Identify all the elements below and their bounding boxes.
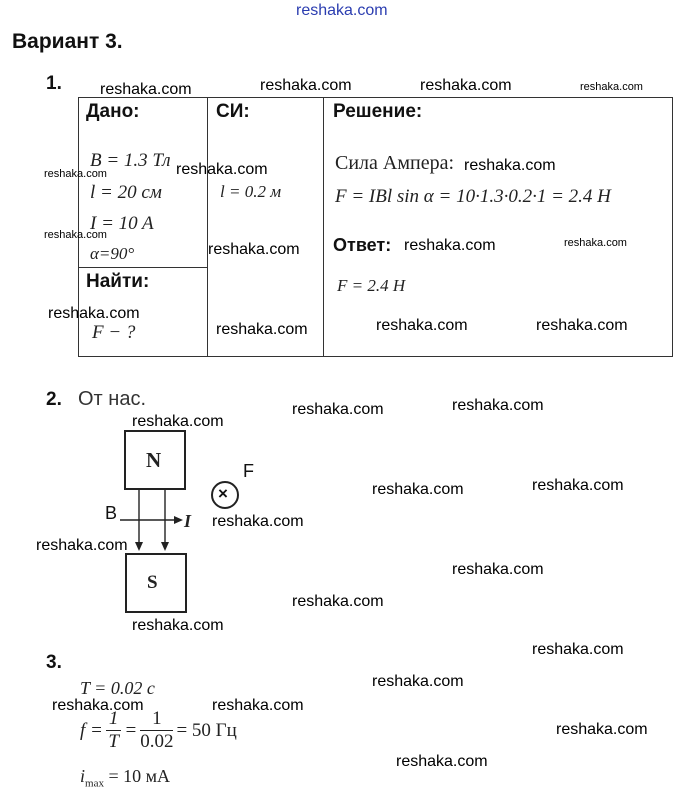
watermark[interactable]: reshaka.com	[376, 317, 468, 334]
watermark[interactable]: reshaka.com	[292, 401, 384, 418]
given-B: B = 1.3 Тл	[90, 150, 171, 171]
watermark[interactable]: reshaka.com	[452, 397, 544, 414]
frac1-num: 1	[106, 708, 122, 731]
watermark[interactable]: reshaka.com	[212, 697, 304, 714]
watermark[interactable]: reshaka.com	[372, 481, 464, 498]
watermark[interactable]: reshaka.com	[464, 157, 556, 174]
find-value: F − ?	[92, 322, 136, 343]
f-lhs: f =	[80, 719, 103, 741]
given-header: Дано:	[86, 101, 140, 122]
equals-sign: =	[124, 719, 138, 741]
watermark[interactable]: reshaka.com	[372, 673, 464, 690]
table-divider-2	[323, 97, 324, 357]
watermark[interactable]: reshaka.com	[132, 617, 224, 634]
table-right-border	[672, 97, 673, 357]
watermark[interactable]: reshaka.com	[420, 77, 512, 94]
table-given-find-divider	[78, 267, 208, 268]
watermark[interactable]: reshaka.com	[44, 168, 107, 180]
label-I: I	[184, 511, 192, 531]
answer-label: Ответ:	[333, 235, 392, 255]
solution-text: Сила Ампера:	[335, 152, 455, 174]
imax-value: = 10 мА	[103, 766, 171, 786]
watermark[interactable]: reshaka.com	[556, 721, 648, 738]
problem-3-number: 3.	[46, 652, 62, 673]
f-result: = 50 Гц	[176, 719, 237, 741]
magnet-south-label: S	[147, 572, 158, 593]
imax-symbol: i	[80, 766, 86, 786]
watermark[interactable]: reshaka.com	[536, 317, 628, 334]
problem-2-number: 2.	[46, 389, 62, 410]
table-divider-1	[207, 97, 208, 357]
watermark[interactable]: reshaka.com	[404, 237, 496, 254]
frac2-den: 0.02	[140, 731, 174, 752]
imax-subscript: max	[85, 777, 104, 790]
watermark[interactable]: reshaka.com	[532, 477, 624, 494]
watermark[interactable]: reshaka.com	[396, 753, 488, 770]
watermark[interactable]: reshaka.com	[216, 321, 308, 338]
watermark[interactable]: reshaka.com	[48, 305, 140, 322]
watermark[interactable]: reshaka.com	[564, 237, 627, 249]
table-bottom-border	[78, 356, 673, 357]
page-title: Вариант 3.	[12, 30, 123, 53]
watermark[interactable]: reshaka.com	[260, 77, 352, 94]
cross-symbol: ×	[218, 484, 228, 503]
given-I: I = 10 A	[90, 213, 154, 234]
solution-formula: F = IBl sin α = 10·1.3·0.2·1 = 2.4 H	[335, 186, 611, 207]
watermark[interactable]: reshaka.com	[452, 561, 544, 578]
current-arrowhead	[174, 516, 183, 524]
field-arrowhead-left	[135, 542, 143, 551]
label-B: B	[105, 503, 118, 523]
watermark[interactable]: reshaka.com	[36, 537, 128, 554]
watermark[interactable]: reshaka.com	[132, 413, 224, 430]
watermark[interactable]: reshaka.com	[212, 513, 304, 530]
watermark[interactable]: reshaka.com	[44, 229, 107, 241]
current-max	[80, 766, 170, 790]
frac2-num: 1	[140, 708, 173, 731]
given-alpha: α=90°	[90, 244, 135, 263]
field-arrowhead-right	[161, 542, 169, 551]
problem-2-text: От нас.	[78, 388, 146, 410]
si-header: СИ:	[216, 101, 250, 122]
magnet-north-label: N	[146, 448, 162, 472]
watermark[interactable]: reshaka.com	[532, 641, 624, 658]
label-F: F	[243, 461, 254, 481]
watermark[interactable]: reshaka.com	[100, 81, 192, 98]
si-l: l = 0.2 м	[220, 182, 282, 201]
watermark[interactable]: reshaka.com	[176, 161, 268, 178]
watermark[interactable]: reshaka.com	[292, 593, 384, 610]
problem-1-number: 1.	[46, 73, 62, 94]
period-T: T = 0.02 c	[80, 678, 155, 698]
given-l: l = 20 см	[90, 182, 162, 203]
watermark-top[interactable]: reshaka.com	[296, 2, 388, 19]
fraction-1-over-002	[140, 708, 173, 753]
answer-value: F = 2.4 H	[337, 276, 406, 295]
find-header: Найти:	[86, 271, 150, 292]
watermark[interactable]: reshaka.com	[52, 697, 144, 714]
watermark[interactable]: reshaka.com	[208, 241, 300, 258]
solution-header: Решение:	[333, 101, 423, 122]
watermark[interactable]: reshaka.com	[580, 81, 643, 93]
frac1-den: T	[108, 731, 119, 752]
